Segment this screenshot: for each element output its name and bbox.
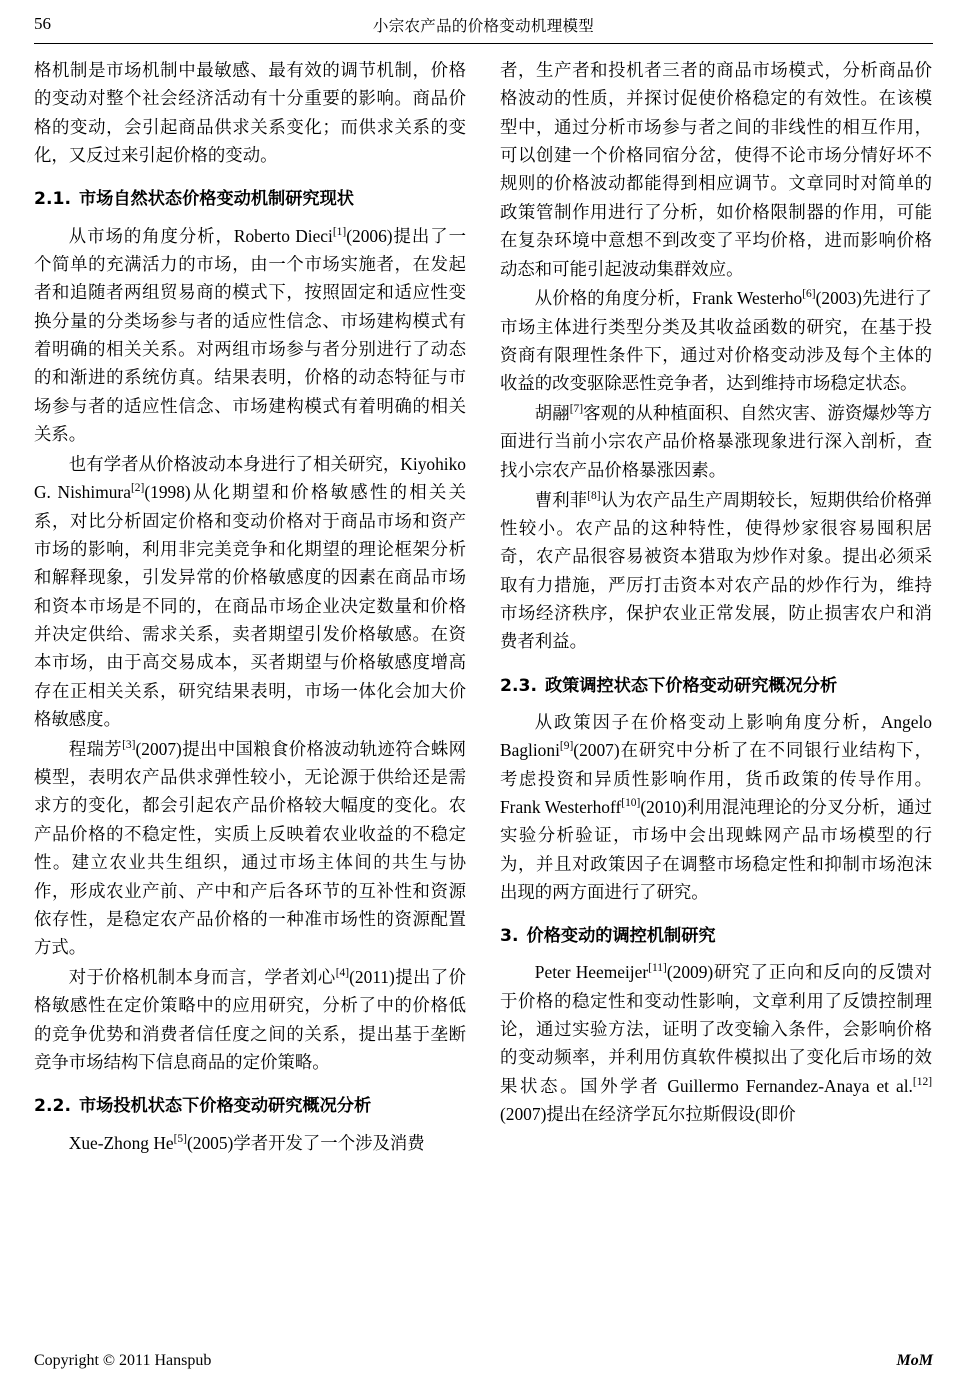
section-title: 市场自然状态价格变动机制研究现状 <box>78 189 354 210</box>
section-title: 价格变动的调控机制研究 <box>526 926 716 947</box>
paragraph: 从政策因子在价格变动上影响角度分析，Angelo Baglioni[9](2007)在研究中分析了在不同银行业结构下，考虑投资和异质性影响作用，货币政策的传导作用。Frank Westerhoff[10](2010)利用混沌理论的分叉分析，通过实验分析验证，市场中会出现蛛网产品市场模型的行为，并且对政策因子在调整市场稳定性和抑制市场泡沫出现的两方面进行了研究。 <box>500 711 932 902</box>
paragraph: 胡翮[7]客观的从种植面积、自然灾害、游资爆炒等方面进行当前小宗农产品价格暴涨现象进行深入剖析，查找小宗农产品价格暴涨因素。 <box>500 403 932 480</box>
copyright-notice: Copyright © 2011 Hanspub <box>34 1352 212 1369</box>
page-number: 56 <box>34 14 51 33</box>
section-number: 2.1. <box>34 189 71 210</box>
header-rule <box>34 43 933 44</box>
page-footer <box>34 1352 933 1370</box>
section-title: 市场投机状态下价格变动研究概况分析 <box>78 1096 372 1117</box>
section-heading-2-1 <box>34 187 466 211</box>
section-number: 2.2. <box>34 1096 71 1117</box>
section-heading-2-3 <box>500 674 932 698</box>
paragraph: 对于价格机制本身而言，学者刘心[4](2011)提出了价格敏感性在定价策略中的应用研究，分析了中的价格低的竞争优势和消费者信任度之间的关系，提出基于垄断竞争市场结构下信息商品的定价策略。 <box>34 967 466 1073</box>
paragraph: 也有学者从价格波动本身进行了相关研究，Kiyohiko G. Nishimura[2](1998)从化期望和价格敏感性的相关关系，对比分析固定价格和变动价格对于商品市场和资产市场的影响，利用非完美竞争和化期望的理论框架分析和解释现象，引发异常的价格敏感度的因素在商品市场和资本市场是不同的，在商品市场企业决定数量和价格并决定供给、需求关系，卖者期望引发价格敏感。在资本市场，由于高交易成本，买者期望与价格敏感度增高存在正相关关系，研究结果表明，市场一体化会加大价格敏感度。 <box>34 453 466 730</box>
running-head-title: 小宗农产品的价格变动机理模型 <box>372 17 595 35</box>
body-columns <box>34 56 933 1311</box>
running-head <box>34 14 933 40</box>
paragraph: 格机制是市场机制中最敏感、最有效的调节机制，价格的变动对整个社会经济活动有十分重要的影响。商品价格的变动，会引起商品供求关系变化；而供求关系的变化，又反过来引起价格的变动。 <box>34 60 466 166</box>
section-title: 政策调控状态下价格变动研究概况分析 <box>544 675 838 696</box>
paragraph: 者，生产者和投机者三者的商品市场模式，分析商品价格波动的性质，并探讨促使价格稳定的有效性。在该模型中，通过分析市场参与者之间的非线性的相互作用，可以创建一个价格同宿分岔，使得不论市场分情好坏不规则的价格波动都能得到相应调节。文章同时对简单的政策管制作用进行了分析，如价格限制器的作用，可能在复杂环境中意想不到改变了平均价格，进而影响价格动态和可能引起波动集群效应。 <box>500 60 932 279</box>
left-column <box>34 56 466 1311</box>
paragraph: 从价格的角度分析，Frank Westerho[6](2003)先进行了市场主体进行类型分类及其收益函数的研究，在基于投资商有限理性条件下，通过对价格变动涉及每个主体的收益的改变驱除恶性竞争者，达到维持市场稳定状态。 <box>500 288 932 394</box>
section-number: 3. <box>500 926 519 947</box>
paragraph: 从市场的角度分析，Roberto Dieci[1](2006)提出了一个简单的充满活力的市场，由一个市场实施者，在发起者和追随者两组贸易商的模式下，按照固定和适应性变换分量的分类场参与者的适应性信念、市场建构模式有着明确的相关关系。对两组市场参与者分别进行了动态的和渐进的系统仿真。结果表明，价格的动态特征与市场参与者的适应性信念、市场建构模式有着明确的相关关系。 <box>34 225 466 445</box>
right-column <box>500 56 932 1311</box>
journal-abbreviation: MoM <box>896 1352 933 1369</box>
section-heading-2-2 <box>34 1094 466 1118</box>
section-number: 2.3. <box>500 675 537 696</box>
paragraph: Xue-Zhong He[5](2005)学者开发了一个涉及消费 <box>68 1132 425 1153</box>
paragraph: 曹利菲[8]认为农产品生产周期较长，短期供给价格弹性较小。农产品的这种特性，使得炒家很容易囤积居奇，农产品很容易被资本猎取为炒作对象。提出必须采取有力措施，严厉打击资本对农产品的炒作行为，维持市场经济秩序，保护农业正常发展，防止损害农户和消费者利益。 <box>500 489 932 652</box>
section-heading-3 <box>500 924 932 948</box>
paragraph: Peter Heemeijer[11](2009)研究了正向和反向的反馈对于价格的稳定性和变动性影响，文章利用了反馈控制理论，通过实验方法，证明了改变输入条件，会影响价格的变动频率，并利用仿真软件模拟出了变化后市场的效果状态。国外学者 Guillermo Fernandez-Anaya et al.[12](2007)提出在经济学瓦尔拉斯假设(即价 <box>500 962 933 1125</box>
paragraph: 程瑞芳[3](2007)提出中国粮食价格波动轨迹符合蛛网模型，表明农产品供求弹性较小，无论源于供给还是需求方的变化，都会引起农产品价格较大幅度的变化。农产品价格的不稳定性，实质上反映着农业收益的不稳定性。建立农业共生组织，通过市场主体间的共生与协作，形成农业产前、产中和产后各环节的互补性和资源依存性，是稳定农产品价格的一种准市场性的资源配置方式。 <box>34 738 466 958</box>
